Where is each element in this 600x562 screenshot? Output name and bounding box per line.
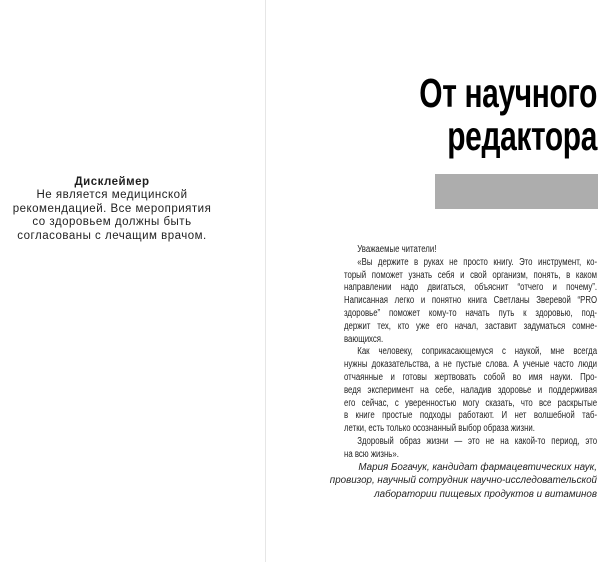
text-line: Здоровый образ жизни — это не на какой-то период, это	[357, 435, 598, 447]
text-line: отчаянные и готовы жертвовать собой во имя науки. Про-	[344, 371, 598, 383]
text-line: торый поможет узнать себя и свой организм, понять, в каком	[344, 269, 598, 281]
text-line: Мария Богачук, кандидат фармацевтических наук,	[358, 462, 597, 473]
text-line: ведя эксперимент на себе, наладив здоровье и поддерживая	[344, 384, 598, 396]
text-line: провизор, научный сотрудник научно-исследовательской	[329, 475, 597, 487]
text-line: Написанная легко и понятно книга Светланы Зверевой “PRO	[344, 295, 598, 307]
text-line: рекомендацией. Все мероприятия	[12, 202, 212, 215]
body-text	[344, 244, 597, 462]
text-line: Как человеку, соприкасающемуся с наукой, мне всегда	[357, 346, 598, 358]
disclaimer-title: Дисклеймер	[74, 176, 150, 188]
text-line: нужны доказательства, а не пустые слова. А ученые часто люди	[344, 359, 598, 371]
text-line: в книге простые подходы работают. И нет волшебной таб-	[344, 410, 598, 422]
text-line: на всю жизнь».	[344, 448, 399, 460]
title-accent-bar	[435, 174, 598, 209]
text-line: лаборатории пищевых продуктов и витаминов	[374, 488, 597, 500]
text-line: Уважаемые читатели!	[357, 244, 437, 255]
chapter-title-line-2: редактора	[447, 113, 597, 159]
chapter-title-line-1: От научного	[419, 70, 597, 116]
text-line: летки, есть только осознанный выбор образа жизни.	[344, 423, 535, 435]
text-line: держит тех, кто уже его начал, заставит задуматься сомне-	[344, 320, 598, 332]
disclaimer-block	[0, 176, 224, 243]
text-line: вающихся.	[344, 333, 384, 345]
page-divider	[265, 0, 266, 562]
signature	[307, 461, 597, 501]
text-line: здоровье” поможет кому-то начать путь к здоровью, под-	[344, 307, 598, 319]
text-line: Не является медицинской	[36, 189, 188, 202]
text-line: со здоровьем должны быть	[32, 216, 192, 229]
disclaimer-text	[0, 189, 224, 243]
text-line: направлении надо двигаться, объяснит “отчего и почему”.	[344, 282, 598, 294]
text-line: согласованы с лечащим врачом.	[17, 229, 207, 242]
text-line: его сейчас, с уверенностью могу сказать, что все раскрытые	[344, 397, 598, 409]
text-line: «Вы держите в руках не просто книгу. Это инструмент, ко-	[357, 256, 598, 268]
chapter-title	[267, 72, 597, 158]
